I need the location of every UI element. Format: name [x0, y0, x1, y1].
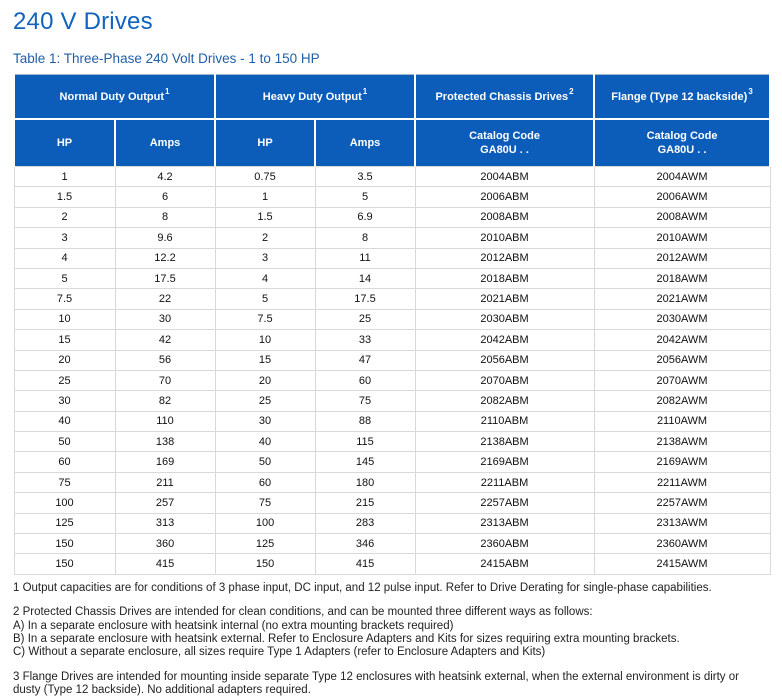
column-header-row [14, 119, 770, 167]
table-row [14, 207, 770, 227]
table-row [14, 513, 770, 533]
footnote-line: A) In a separate enclosure with heatsink internal (no extra mounting brackets required) [13, 619, 454, 632]
table-cell: 2021AWM [594, 289, 770, 309]
table-caption: Table 1: Three-Phase 240 Volt Drives - 1 to 150 HP [13, 51, 320, 66]
table-cell: 42 [115, 330, 215, 350]
footnote [13, 582, 769, 595]
footnote-line: 1 Output capacities are for conditions of 3 phase input, DC input, and 12 pulse input. Refer to Drive Derating for single-phase capabilities. [13, 581, 712, 594]
table-cell: 17.5 [315, 289, 415, 309]
group-header-label: Normal Duty Output [59, 90, 165, 103]
drives-table-header [14, 75, 770, 167]
table-cell: 8 [315, 228, 415, 248]
table-cell: 20 [14, 350, 115, 370]
table-row [14, 432, 770, 452]
group-header-normal-duty [14, 75, 215, 120]
column-header-label: Amps [349, 137, 381, 149]
table-cell: 4.2 [115, 167, 215, 187]
table-cell: 313 [115, 513, 215, 533]
table-cell: 2006AWM [594, 187, 770, 207]
table-cell: 2110AWM [594, 411, 770, 431]
table-cell: 25 [215, 391, 315, 411]
table-cell: 2010ABM [415, 228, 594, 248]
drives-table [13, 74, 771, 575]
table-cell: 6.9 [315, 207, 415, 227]
table-cell: 2360ABM [415, 534, 594, 554]
table-cell: 0.75 [215, 167, 315, 187]
table-cell: 5 [215, 289, 315, 309]
table-cell: 8 [115, 207, 215, 227]
table-cell: 2138AWM [594, 432, 770, 452]
table-cell: 7.5 [215, 309, 315, 329]
table-cell: 56 [115, 350, 215, 370]
column-header-amps-heavy [315, 119, 415, 167]
table-cell: 6 [115, 187, 215, 207]
footnote-line: B) In a separate enclosure with heatsink external. Refer to Enclosure Adapters and Kits for sizes requiring extra mounting brackets. [13, 633, 680, 646]
table-cell: 4 [215, 268, 315, 288]
table-cell: 60 [315, 370, 415, 390]
table-cell: 2042ABM [415, 330, 594, 350]
table-cell: 2004AWM [594, 167, 770, 187]
table-cell: 3.5 [315, 167, 415, 187]
table-cell: 2006ABM [415, 187, 594, 207]
table-cell: 82 [115, 391, 215, 411]
table-cell: 110 [115, 411, 215, 431]
table-cell: 2012ABM [415, 248, 594, 268]
table-cell: 12.2 [115, 248, 215, 268]
group-header-label: Heavy Duty Output [262, 90, 362, 103]
table-cell: 2056AWM [594, 350, 770, 370]
column-header-label: Catalog Code [469, 130, 540, 142]
table-cell: 2012AWM [594, 248, 770, 268]
table-cell: 30 [115, 309, 215, 329]
table-cell: 2018ABM [415, 268, 594, 288]
table-cell: 2008AWM [594, 207, 770, 227]
table-row [14, 391, 770, 411]
table-cell: 5 [315, 187, 415, 207]
table-cell: 47 [315, 350, 415, 370]
table-cell: 2056ABM [415, 350, 594, 370]
table-cell: 15 [14, 330, 115, 350]
table-cell: 9.6 [115, 228, 215, 248]
group-header-label: Protected Chassis Drives [435, 90, 569, 103]
table-cell: 1.5 [215, 207, 315, 227]
column-header-hp-normal [14, 119, 115, 167]
table-cell: 2257AWM [594, 493, 770, 513]
table-cell: 11 [315, 248, 415, 268]
table-cell: 2021ABM [415, 289, 594, 309]
table-cell: 60 [14, 452, 115, 472]
table-cell: 14 [315, 268, 415, 288]
table-cell: 33 [315, 330, 415, 350]
table-row [14, 350, 770, 370]
table-cell: 2360AWM [594, 534, 770, 554]
table-cell: 415 [315, 554, 415, 574]
column-header-catalog-protected [415, 119, 594, 167]
table-cell: 125 [215, 534, 315, 554]
footnote-ref-1: 1 [165, 86, 170, 96]
table-cell: 150 [215, 554, 315, 574]
footnote-line: 2 Protected Chassis Drives are intended for clean conditions, and can be mounted three different ways as follows: [13, 606, 593, 619]
table-cell: 3 [215, 248, 315, 268]
table-cell: 5 [14, 268, 115, 288]
table-row [14, 330, 770, 350]
table-cell: 7.5 [14, 289, 115, 309]
table-cell: 2313ABM [415, 513, 594, 533]
table-cell: 75 [14, 472, 115, 492]
table-cell: 2018AWM [594, 268, 770, 288]
table-cell: 150 [14, 554, 115, 574]
column-header-label-line2: GA80U . . [480, 144, 529, 156]
group-header-label: Flange (Type 12 backside) [611, 90, 748, 103]
table-cell: 2030ABM [415, 309, 594, 329]
table-cell: 17.5 [115, 268, 215, 288]
table-cell: 75 [315, 391, 415, 411]
table-cell: 70 [115, 370, 215, 390]
table-cell: 22 [115, 289, 215, 309]
drives-table-body [14, 167, 770, 575]
table-cell: 30 [215, 411, 315, 431]
table-cell: 2004ABM [415, 167, 594, 187]
table-cell: 145 [315, 452, 415, 472]
table-cell: 88 [315, 411, 415, 431]
column-header-label: HP [56, 137, 73, 149]
table-cell: 1 [14, 167, 115, 187]
table-row [14, 248, 770, 268]
table-row [14, 370, 770, 390]
table-cell: 150 [14, 534, 115, 554]
column-header-amps-normal [115, 119, 215, 167]
footnote [13, 671, 769, 698]
table-cell: 2008ABM [415, 207, 594, 227]
footnote-line: C) Without a separate enclosure, all sizes require Type 1 Adapters (refer to Enclosure Adapters and Kits) [13, 646, 546, 659]
table-cell: 50 [14, 432, 115, 452]
footnote-ref-2: 2 [569, 86, 574, 96]
table-cell: 2042AWM [594, 330, 770, 350]
table-cell: 15 [215, 350, 315, 370]
table-cell: 2415AWM [594, 554, 770, 574]
table-row [14, 167, 770, 187]
table-cell: 2110ABM [415, 411, 594, 431]
table-cell: 10 [14, 309, 115, 329]
table-cell: 40 [14, 411, 115, 431]
table-cell: 25 [14, 370, 115, 390]
footnote-line: 3 Flange Drives are intended for mounting inside separate Type 12 enclosures with heatsink external, when the external environment is dirty or dusty (Type 12 backside). No additional adapters required. [13, 670, 739, 697]
table-cell: 2211AWM [594, 472, 770, 492]
group-header-flange [594, 75, 770, 120]
table-row [14, 309, 770, 329]
table-cell: 4 [14, 248, 115, 268]
group-header-row [14, 75, 770, 120]
table-cell: 60 [215, 472, 315, 492]
table-cell: 2082ABM [415, 391, 594, 411]
table-cell: 100 [215, 513, 315, 533]
table-cell: 180 [315, 472, 415, 492]
table-cell: 211 [115, 472, 215, 492]
table-cell: 215 [315, 493, 415, 513]
table-cell: 360 [115, 534, 215, 554]
table-cell: 1 [215, 187, 315, 207]
table-row [14, 472, 770, 492]
table-cell: 30 [14, 391, 115, 411]
table-cell: 2070ABM [415, 370, 594, 390]
footnote-ref-1: 1 [362, 86, 368, 96]
table-cell: 415 [115, 554, 215, 574]
table-cell: 1.5 [14, 187, 115, 207]
table-row [14, 493, 770, 513]
table-cell: 169 [115, 452, 215, 472]
table-cell: 10 [215, 330, 315, 350]
table-cell: 2169AWM [594, 452, 770, 472]
table-cell: 115 [315, 432, 415, 452]
table-cell: 2030AWM [594, 309, 770, 329]
table-cell: 125 [14, 513, 115, 533]
table-cell: 50 [215, 452, 315, 472]
table-cell: 75 [215, 493, 315, 513]
group-header-protected-chassis [415, 75, 594, 120]
table-cell: 40 [215, 432, 315, 452]
table-cell: 3 [14, 228, 115, 248]
table-cell: 2313AWM [594, 513, 770, 533]
table-row [14, 554, 770, 574]
footnotes [13, 582, 769, 698]
column-header-label: HP [257, 137, 273, 149]
footnote [13, 606, 769, 660]
column-header-label-line2: GA80U . . [657, 144, 707, 156]
table-cell: 2169ABM [415, 452, 594, 472]
table-cell: 2257ABM [415, 493, 594, 513]
table-cell: 2 [215, 228, 315, 248]
table-row [14, 187, 770, 207]
table-row [14, 289, 770, 309]
table-cell: 2010AWM [594, 228, 770, 248]
column-header-catalog-flange [594, 119, 770, 167]
page-title: 240 V Drives [13, 8, 153, 35]
column-header-label: Catalog Code [646, 130, 718, 142]
group-header-heavy-duty [215, 75, 415, 120]
table-cell: 2211ABM [415, 472, 594, 492]
table-cell: 2070AWM [594, 370, 770, 390]
table-row [14, 452, 770, 472]
column-header-label: Amps [149, 137, 181, 149]
table-row [14, 411, 770, 431]
table-cell: 138 [115, 432, 215, 452]
table-row [14, 268, 770, 288]
table-row [14, 534, 770, 554]
table-cell: 2 [14, 207, 115, 227]
table-cell: 346 [315, 534, 415, 554]
table-cell: 2082AWM [594, 391, 770, 411]
table-cell: 100 [14, 493, 115, 513]
table-cell: 2138ABM [415, 432, 594, 452]
table-cell: 257 [115, 493, 215, 513]
table-cell: 2415ABM [415, 554, 594, 574]
table-cell: 20 [215, 370, 315, 390]
table-cell: 25 [315, 309, 415, 329]
column-header-hp-heavy [215, 119, 315, 167]
footnote-ref-3: 3 [748, 86, 753, 96]
table-cell: 283 [315, 513, 415, 533]
table-row [14, 228, 770, 248]
